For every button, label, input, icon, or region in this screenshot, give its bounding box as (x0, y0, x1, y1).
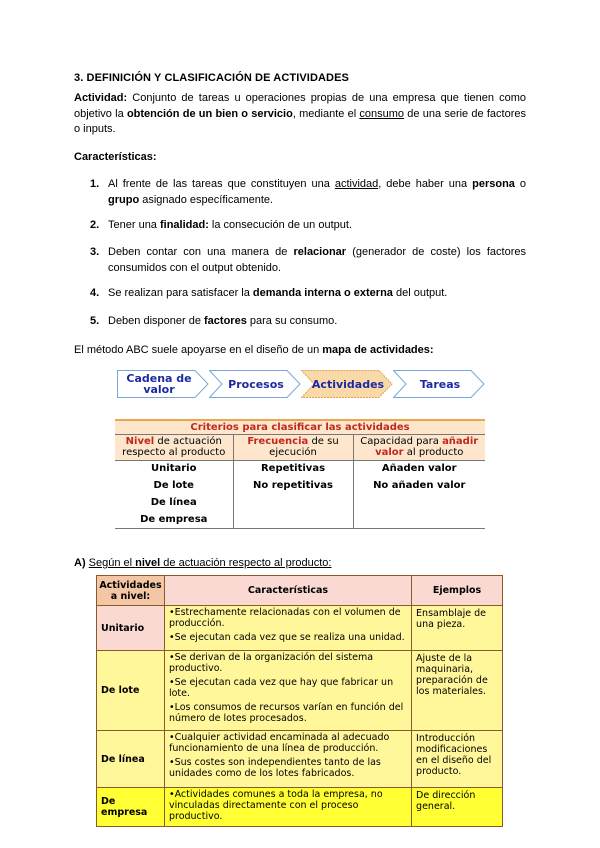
level-example: De dirección general. (412, 788, 503, 827)
criteria-cell: De línea (115, 494, 233, 511)
definition-term: Actividad: (74, 92, 128, 104)
criteria-cell (353, 511, 485, 528)
criteria-table-title: Criterios para clasificar las actividades (115, 420, 485, 434)
criteria-cell: No repetitivas (233, 477, 353, 494)
list-text: Al frente de las tareas que constituyen una actividad, debe haber una persona o grupo asignado específicamente. (108, 178, 526, 206)
characteristic-point: •Cualquier actividad encaminada al adecuado funcionamiento de una línea de producción. (168, 732, 390, 754)
definition-text: , mediante el (292, 107, 360, 120)
level-name: De lote (97, 651, 165, 731)
abc-intro: El método ABC suele apoyarse en el diseño de un mapa de actividades: (74, 344, 434, 356)
chain-step-processes (209, 370, 301, 398)
section-a-text: Según el nivel de actuación respecto al producto: (88, 557, 332, 569)
levels-header-examples: Ejemplos (412, 576, 503, 606)
list-item (90, 177, 526, 208)
criteria-header-frequency: Frecuencia de su ejecución (233, 434, 353, 460)
activity-map-chain (117, 370, 487, 400)
characteristic-point: •Actividades comunes a toda la empresa, no vinculadas directamente con el proceso productivo. (168, 789, 383, 822)
chain-step-value-chain (117, 370, 209, 398)
criteria-cell (353, 494, 485, 511)
level-name: De empresa (97, 788, 165, 827)
list-number: 5. (90, 315, 100, 327)
chain-step-activities (301, 370, 393, 398)
definition-text: Conjunto de tareas u operaciones propias de una empresa que tienen como objetivo la (74, 92, 526, 120)
level-name: De línea (97, 731, 165, 788)
chain-step-label: Actividades (311, 377, 385, 391)
list-text: Se realizan para satisfacer la demanda interna o externa del output. (108, 287, 448, 299)
criteria-cell: Añaden valor (381, 463, 457, 475)
levels-table (96, 575, 503, 827)
level-name: Unitario (97, 606, 165, 651)
characteristic-point: •Se ejecutan cada vez que se realiza una unidad. (168, 632, 405, 643)
level-characteristics (164, 606, 411, 651)
level-example: Ensamblaje de una pieza. (412, 606, 503, 651)
list-text: Deben disponer de factores para su consumo. (108, 315, 338, 327)
chain-step-label: Cadena de valor (126, 372, 192, 396)
list-number: 4. (90, 287, 100, 299)
characteristic-point: •Los consumos de recursos varían en función del número de lotes procesados. (168, 702, 404, 724)
level-characteristics (164, 651, 411, 731)
list-item (90, 286, 526, 302)
criteria-header-level: Nivel de actuación respecto al producto (115, 434, 233, 460)
criteria-cell (233, 494, 353, 511)
characteristic-point: •Se derivan de la organización del sistema productivo. (168, 652, 374, 674)
criteria-cell: No añaden valor (373, 480, 466, 491)
list-number: 1. (90, 178, 100, 190)
definition-underline: consumo (359, 107, 405, 120)
criteria-cell: Repetitivas (233, 460, 353, 477)
characteristic-point: •Estrechamente relacionadas con el volumen de producción. (168, 607, 401, 629)
characteristic-point: •Sus costes son independientes tanto de las unidades como de los lotes fabricados. (168, 757, 381, 779)
characteristics-title: Características: (74, 151, 157, 163)
levels-header-characteristics: Características (164, 576, 411, 606)
list-text: Deben contar con una manera de relacionar (generador de coste) los factores consumidos con el output obtenido. (108, 246, 526, 274)
level-characteristics (164, 731, 411, 788)
level-example: Ajuste de la maquinaria, preparación de los materiales. (412, 651, 503, 731)
levels-header-level: Actividades a nivel: (97, 576, 165, 606)
level-example: Introducción modificaciones en el diseño del producto. (412, 731, 503, 788)
criteria-cell: De empresa (115, 511, 233, 528)
level-characteristics (164, 788, 411, 827)
criteria-cell: Unitario (115, 460, 233, 477)
list-number: 2. (90, 219, 100, 231)
definition-text: de una serie de factores o inputs. (74, 107, 526, 135)
criteria-table (115, 419, 485, 529)
criteria-cell: De lote (115, 477, 233, 494)
criteria-cell (233, 511, 353, 528)
section-a-heading: A) Según el nivel de actuación respecto al producto: (74, 557, 332, 569)
activity-definition (74, 91, 526, 138)
criteria-header-value: Capacidad para añadir valor al producto (353, 434, 485, 460)
list-text: Tener una finalidad: la consecución de un output. (108, 219, 352, 231)
section-heading: 3. DEFINICIÓN Y CLASIFICACIÓN DE ACTIVIDADES (74, 72, 349, 84)
list-number: 3. (90, 246, 100, 258)
chain-step-tasks (393, 370, 485, 398)
list-item (90, 245, 526, 276)
definition-bold: obtención de un bien o servicio (126, 107, 293, 120)
characteristic-point: •Se ejecutan cada vez que hay que fabricar un lote. (168, 677, 394, 699)
list-item (90, 314, 526, 330)
chain-step-label: Tareas (419, 377, 461, 391)
list-item (90, 218, 526, 234)
chain-step-label: Procesos (228, 377, 284, 391)
